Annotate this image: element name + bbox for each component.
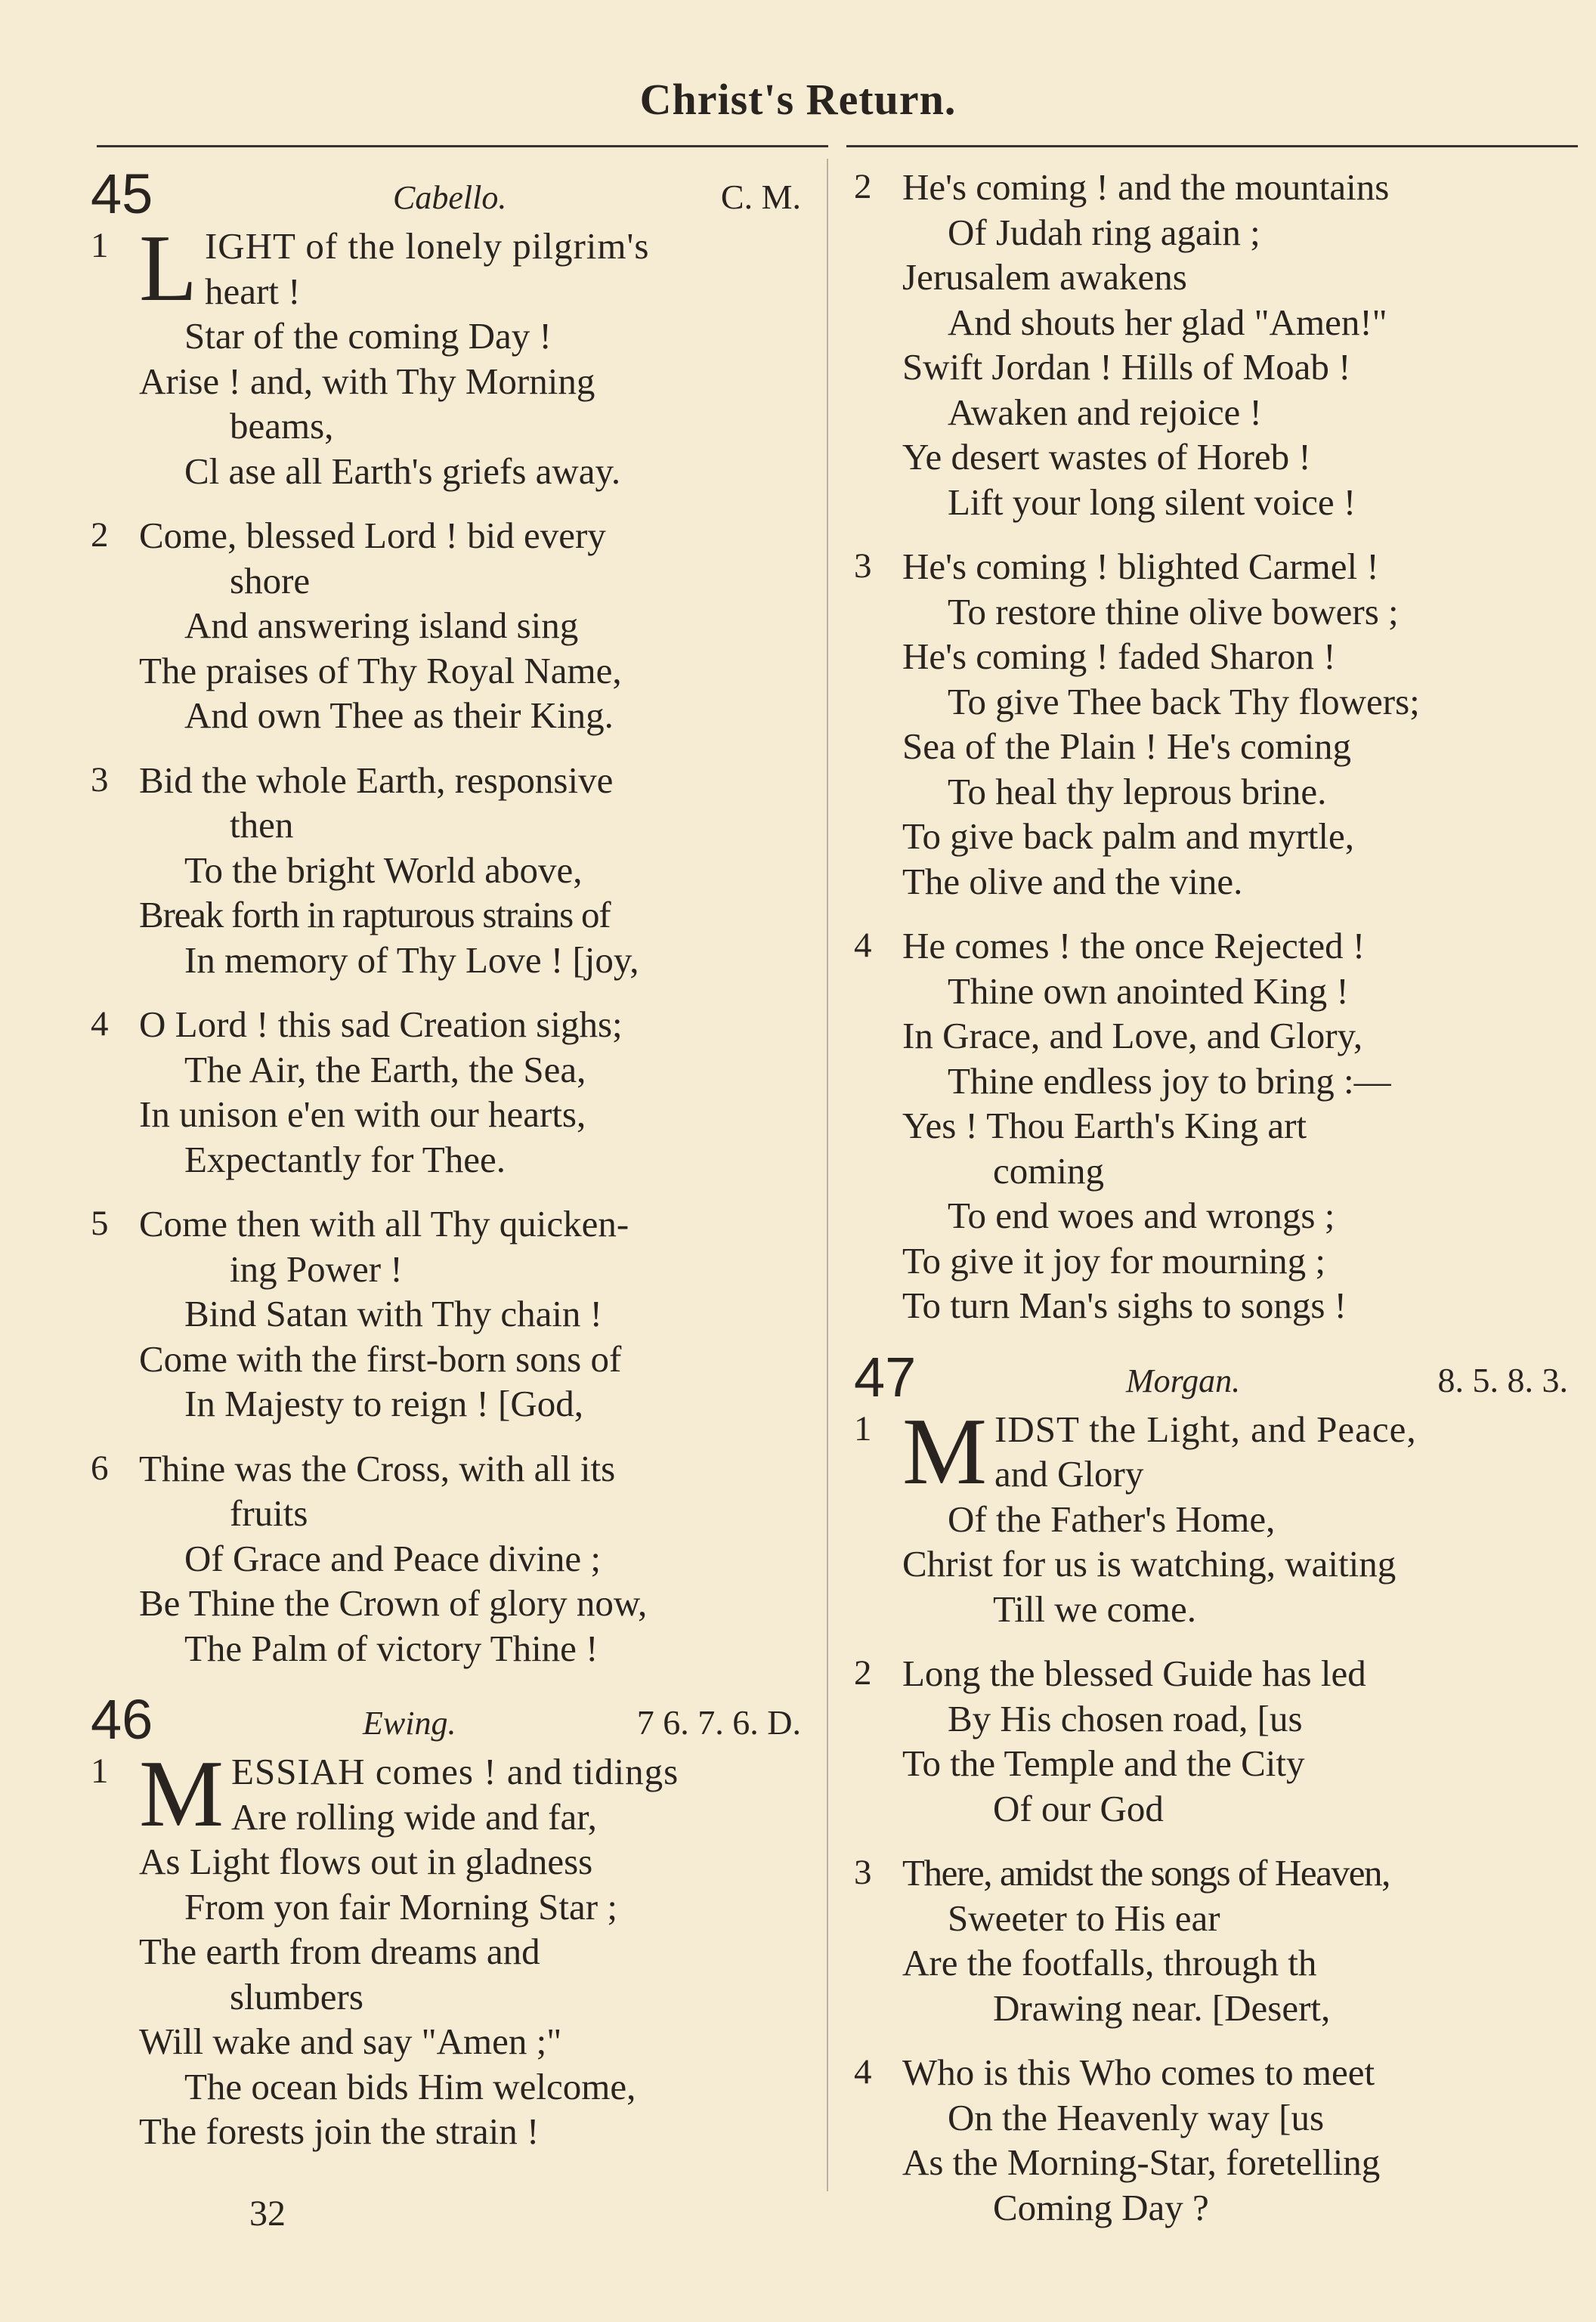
column-divider xyxy=(827,159,828,2191)
verse-line: The Palm of victory Thine ! xyxy=(184,1627,598,1669)
stanza-number: 5 xyxy=(91,1204,109,1243)
hymn-46-stanza-2 xyxy=(854,165,1568,524)
stanza-number: 2 xyxy=(91,515,109,555)
verse-line: Come then with all Thy quicken- xyxy=(139,1203,629,1244)
verse-line: There, amidst the songs of Heaven, xyxy=(902,1852,1390,1894)
hymn-number: 45 xyxy=(91,162,153,225)
verse-line: Awaken and rejoice ! xyxy=(948,391,1262,433)
hymn-46-stanza-4 xyxy=(854,923,1568,1328)
stanza-number: 3 xyxy=(854,1853,872,1892)
hymn-47-stanza-1 xyxy=(854,1399,1568,1632)
verse-line: ESSIAH comes ! and tidings xyxy=(231,1751,679,1792)
verse-line: and Glory xyxy=(994,1453,1144,1495)
verse-line: heart ! xyxy=(204,270,301,312)
verse-line: Of the Father's Home, xyxy=(948,1498,1276,1540)
verse-line: coming xyxy=(993,1149,1104,1192)
hymn-46-stanza-1 xyxy=(91,1742,801,2154)
left-column xyxy=(91,162,801,2174)
verse-line: Are the footfalls, through th xyxy=(902,1942,1317,1983)
verse-line: To turn Man's sighs to songs ! xyxy=(902,1285,1347,1326)
stanza-number: 4 xyxy=(854,926,872,965)
stanza-number: 1 xyxy=(854,1408,872,1449)
hymn-47-stanza-4 xyxy=(854,2050,1568,2230)
hymn-47-stanza-3 xyxy=(854,1850,1568,2030)
hymn-46-stanza-3 xyxy=(854,544,1568,904)
verse-line: Thine endless joy to bring :— xyxy=(948,1059,1391,1102)
drop-cap: M xyxy=(139,1742,224,1847)
verse-line: Of Judah ring again ; xyxy=(948,211,1260,253)
verse-line: To give it joy for mourning ; xyxy=(902,1239,1326,1282)
verse-line: To the Temple and the City xyxy=(902,1742,1305,1784)
verse-line: He's coming ! faded Sharon ! xyxy=(902,635,1336,677)
verse-line: Cl ase all Earth's griefs away. xyxy=(184,450,621,492)
hymn-number: 47 xyxy=(854,1345,917,1408)
hymn-45-stanza-4 xyxy=(91,1002,801,1182)
stanza-number: 1 xyxy=(91,226,109,265)
verse-line: ing Power ! xyxy=(230,1248,403,1290)
tune-name: Ewing. xyxy=(363,1705,456,1742)
hymn-47-stanza-2 xyxy=(854,1651,1568,1831)
stanza-number: 6 xyxy=(91,1448,109,1488)
verse-line: The ocean bids Him welcome, xyxy=(184,2065,636,2107)
verse-line: Come with the first-born sons of xyxy=(139,1337,622,1380)
verse-line: In memory of Thy Love ! [joy, xyxy=(184,938,639,981)
verse-line: Thine own anointed King ! xyxy=(948,969,1349,1012)
page-title: Christ's Return. xyxy=(639,75,957,124)
verse-line: By His chosen road, [us xyxy=(948,1697,1303,1739)
drop-cap: M xyxy=(902,1399,988,1504)
verse-line: To the bright World above, xyxy=(184,849,583,891)
stanza-number: 4 xyxy=(854,2052,872,2092)
hymn-47-heading xyxy=(854,1345,1568,1408)
stanza-number: 3 xyxy=(91,759,109,799)
verse-line: The Air, the Earth, the Sea, xyxy=(184,1048,586,1090)
hymn-45-heading xyxy=(91,162,801,225)
verse-line: Jerusalem awakens xyxy=(902,256,1187,298)
stanza-number: 2 xyxy=(854,167,872,206)
verse-line: Are rolling wide and far, xyxy=(231,1795,597,1838)
verse-line: Of our God xyxy=(993,1787,1164,1829)
verse-line: Lift your long silent voice ! xyxy=(948,481,1356,523)
hymn-45-stanza-2 xyxy=(91,513,801,738)
verse-line: shore xyxy=(230,559,311,601)
verse-line: He comes ! the once Rejected ! xyxy=(902,925,1366,966)
verse-line: On the Heavenly way [us xyxy=(948,2096,1325,2138)
verse-line: As the Morning-Star, foretelling xyxy=(902,2141,1381,2183)
meter: 8. 5. 8. 3. xyxy=(1437,1360,1568,1399)
verse-line: IDST the Light, and Peace, xyxy=(994,1408,1417,1450)
verse-line: The olive and the vine. xyxy=(902,860,1243,902)
hymn-45-stanza-5 xyxy=(91,1201,801,1427)
hymn-number: 46 xyxy=(91,1688,153,1751)
verse-line: The praises of Thy Royal Name, xyxy=(139,649,622,691)
header-rule-left xyxy=(97,145,828,147)
verse-line: Swift Jordan ! Hills of Moab ! xyxy=(902,346,1351,388)
hymn-45-stanza-1 xyxy=(91,216,801,493)
stanza-number: 2 xyxy=(854,1653,872,1693)
verse-line: Will wake and say "Amen ;" xyxy=(139,2021,562,2062)
verse-line: beams, xyxy=(230,405,334,447)
tune-name: Cabello. xyxy=(393,179,507,216)
stanza-number: 3 xyxy=(854,546,872,586)
verse-line: Till we come. xyxy=(993,1588,1197,1630)
verse-line: Of Grace and Peace divine ; xyxy=(184,1537,601,1579)
verse-line: From yon fair Morning Star ; xyxy=(184,1885,617,1928)
verse-line: Break forth in rapturous strains of xyxy=(139,894,611,935)
verse-line: And answering island sing xyxy=(184,604,579,646)
stanza-number: 1 xyxy=(91,1752,109,1791)
verse-line: As Light flows out in gladness xyxy=(139,1841,593,1882)
verse-line: To give Thee back Thy flowers; xyxy=(948,680,1420,722)
right-column xyxy=(854,165,1568,2249)
verse-line: The forests join the strain ! xyxy=(139,2110,540,2152)
verse-line: And shouts her glad "Amen!" xyxy=(948,301,1387,343)
drop-cap: L xyxy=(139,216,197,321)
verse-line: Ye desert wastes of Horeb ! xyxy=(902,436,1311,478)
verse-line: Long the blessed Guide has led xyxy=(902,1653,1366,1694)
hymn-45-stanza-6 xyxy=(91,1446,801,1671)
verse-line: Yes ! Thou Earth's King art xyxy=(902,1105,1307,1146)
verse-line: Be Thine the Crown of glory now, xyxy=(139,1582,648,1624)
verse-line: Drawing near. [Desert, xyxy=(993,1987,1331,2029)
verse-line: In unison e'en with our hearts, xyxy=(139,1093,586,1135)
stanza-number: 4 xyxy=(91,1004,109,1044)
tune-name: Morgan. xyxy=(1126,1362,1241,1399)
verse-line: Bid the whole Earth, responsive xyxy=(139,759,614,801)
verse-line: O Lord ! this sad Creation sighs; xyxy=(139,1003,623,1045)
verse-line: Thine was the Cross, with all its xyxy=(139,1447,616,1489)
verse-line: In Grace, and Love, and Glory, xyxy=(902,1015,1363,1056)
verse-line: He's coming ! and the mountains xyxy=(902,166,1390,208)
page-number: 32 xyxy=(249,2194,286,2234)
verse-line: Christ for us is watching, waiting xyxy=(902,1543,1396,1585)
verse-line: Bind Satan with Thy chain ! xyxy=(184,1293,602,1334)
verse-line: fruits xyxy=(230,1492,308,1534)
verse-line: Coming Day ? xyxy=(993,2186,1209,2228)
verse-line: To give back palm and myrtle, xyxy=(902,815,1355,857)
verse-line: Sea of the Plain ! He's coming xyxy=(902,725,1351,767)
hymn-46-heading xyxy=(91,1690,801,1749)
verse-line: The earth from dreams and xyxy=(139,1931,540,1972)
verse-line: In Majesty to reign ! [God, xyxy=(184,1383,583,1424)
verse-line: Who is this Who comes to meet xyxy=(902,2051,1375,2093)
header-rule-right xyxy=(846,145,1578,147)
verse-line: slumbers xyxy=(230,1975,363,2017)
meter: 7 6. 7. 6. D. xyxy=(636,1703,801,1742)
meter: C. M. xyxy=(720,178,801,216)
verse-line: And own Thee as their King. xyxy=(184,694,614,736)
verse-line: IGHT of the lonely pilgrim's xyxy=(204,225,650,267)
verse-line: Star of the coming Day ! xyxy=(184,315,552,357)
verse-line: To heal thy leprous brine. xyxy=(948,770,1327,812)
verse-line: Come, blessed Lord ! bid every xyxy=(139,515,606,556)
verse-line: then xyxy=(230,804,294,846)
verse-line: Expectantly for Thee. xyxy=(184,1138,506,1180)
verse-line: To restore thine olive bowers ; xyxy=(948,590,1399,632)
verse-line: He's coming ! blighted Carmel ! xyxy=(902,546,1379,587)
hymn-45-stanza-3 xyxy=(91,758,801,983)
verse-line: To end woes and wrongs ; xyxy=(948,1195,1335,1236)
verse-line: Sweeter to His ear xyxy=(948,1897,1220,1939)
verse-line: Arise ! and, with Thy Morning xyxy=(139,360,595,402)
